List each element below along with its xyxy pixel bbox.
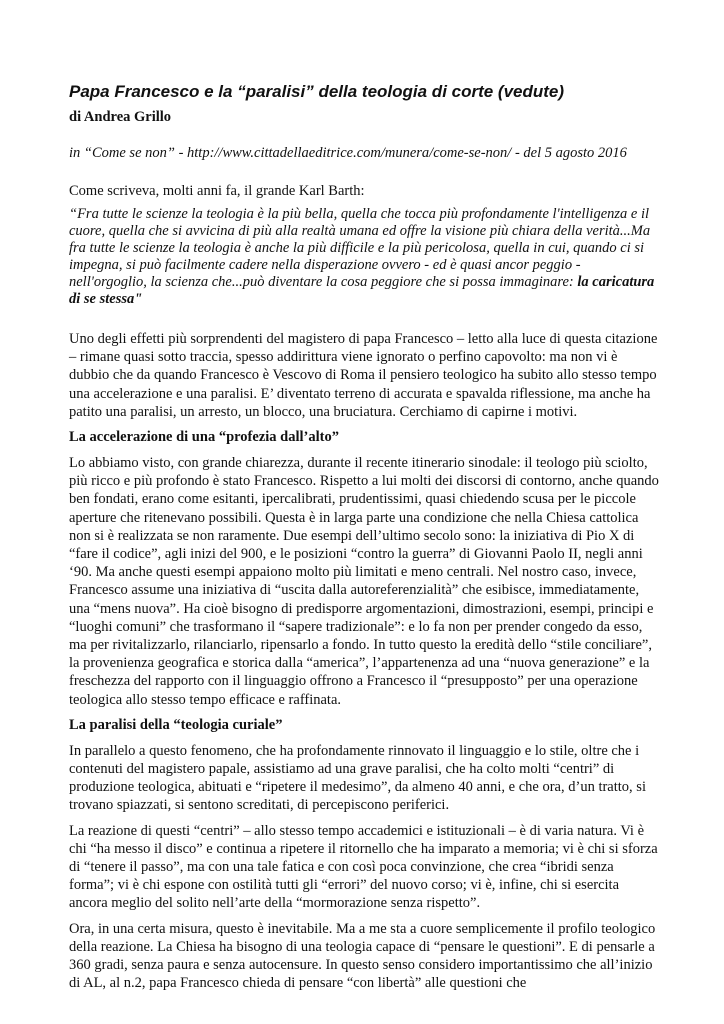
paragraph-2: Lo abbiamo visto, con grande chiarezza, durante il recente itinerario sinodale: il teologo più sciolto, più ricco e più profondo è stato Francesco. Rispetto a lui molti dei discorsi di contorno, anche quando ben fondati, erano come esitanti, ipercalibrati, prudentissimi, quasi chiedendo scusa per le piccole aperture che ritenevano possibili. Questa è in larga parte una condizione che nella Chiesa cattolica non si è realizzata se non raramente. Due esempi dell’ultimo secolo sono: la iniziativa di Pio X di “fare il codice”, agli inizi del 900, e le posizioni “contro la guerra” di Giovanni Paolo II, negli anni ‘90. Ma anche questi esempi appaiono molto più limitati e meno centrali. Nel nostro caso, invece, Francesco assume una iniziativa di “uscita dalla autoreferenzialità” che esibisce, immediatamente, una “mens nuova”. Ha cioè bisogno di predisporre argomentazioni, dimostrazioni, esempi, principi e “luoghi comuni” che trasformano il “sapere tradizionale”: e lo fa non per prender congedo da esso, ma per rivitalizzarlo, rilanciarlo, ripensarlo a fondo. In tutto questo la eredità dello “stile conciliare”, la provenienza geografica e storica dalla “america”, l’appartenenza ad una “nuova generazione” e la freschezza del rapporto con il linguaggio offrono a Francesco il “presupposto” per una operazione teologica allo stesso tempo efficace e raffinata. (69, 455, 659, 708)
section-heading-accelerazione: La accelerazione di una “profezia dall’alto” (69, 429, 339, 446)
quote-bold-ending: la caricatura di se stessa" (69, 274, 655, 307)
paragraph-5: Ora, in una certa misura, questo è inevitabile. Ma a me sta a cuore semplicemente il profilo teologico della reazione. La Chiesa ha bisogno di una teologia capace di “pensare le questioni”. E di pensarle a 360 gradi, senza paura e senza autocensure. In questo senso considero importantissimo che all’inizio di AL, al n.2, papa Francesco chieda di pensare “con libertà” alle questioni che (69, 920, 656, 992)
barth-quote (69, 206, 659, 308)
article-author: di Andrea Grillo (69, 109, 172, 125)
paragraph-4: La reazione di questi “centri” – allo stesso tempo accademici e istituzionali – è di varia natura. Vi è chi “ha messo il disco” e continua a ripetere il ritornello che ha imparato a memoria; vi è chi si sforza di “tenere il passo”, ma con una tale fatica e con così poca convinzione, che crea “ibridi senza forma”; vi è chi espone con ostilità tutti gli “errori” del nuovo corso; vi è, infine, chi si esercita ancora meglio del solito nell’arte della “mormorazione senza rispetto”. (69, 822, 658, 912)
paragraph-1: Uno degli effetti più sorprendenti del magistero di papa Francesco – letto alla luce di questa citazione – rimane quasi sotto traccia, spesso addirittura viene ignorato o perfino capovolto: ma non vi è dubbio che da quando Francesco è Vescovo di Roma il pensiero teologico ha subito allo stesso tempo una accelerazione e una paralisi. E’ diventato terreno di accurata e spavalda riflessione, ma anche ha patito una paralisi, un arresto, un blocco, una bruciatura. Cerchiamo di capirne i motivi. (69, 331, 658, 420)
article-title: Papa Francesco e la “paralisi” della teologia di corte (vedute) (69, 82, 565, 101)
intro-line: Come scriveva, molti anni fa, il grande Karl Barth: (69, 183, 365, 199)
section-heading-paralisi: La paralisi della “teologia curiale” (69, 716, 283, 733)
paragraph-3: In parallelo a questo fenomeno, che ha profondamente rinnovato il linguaggio e lo stile, oltre che i contenuti del magistero papale, assistiamo ad una grave paralisi, che ha colto molti “centri” di produzione teologica, abituati e “ripetere il medesimo”, da almeno 40 anni, e che ora, d’un tratto, si trovano spiazzati, si sentono screditati, di percepiscono periferici. (69, 742, 646, 814)
quote-text: “Fra tutte le scienze la teologia è la più bella, quella che tocca più profondamente l'intelligenza e il cuore, quella che si avvicina di più alla realtà umana ed offre la visione più chiara della verità...Ma fra tutte le scienze la teologia è anche la più difficile e la più pericolosa, quella in cui, quando ci si impegna, si può facilmente cadere nella disperazione ovvero - ed è quasi ancor peggio - nell'orgoglio, la scienza che...può diventare la cosa peggiore che si possa immaginare: (69, 206, 651, 290)
article-source: in “Come se non” - http://www.cittadellaeditrice.com/munera/come-se-non/ - del 5 agosto 2016 (69, 145, 627, 161)
document-body (69, 81, 659, 1000)
